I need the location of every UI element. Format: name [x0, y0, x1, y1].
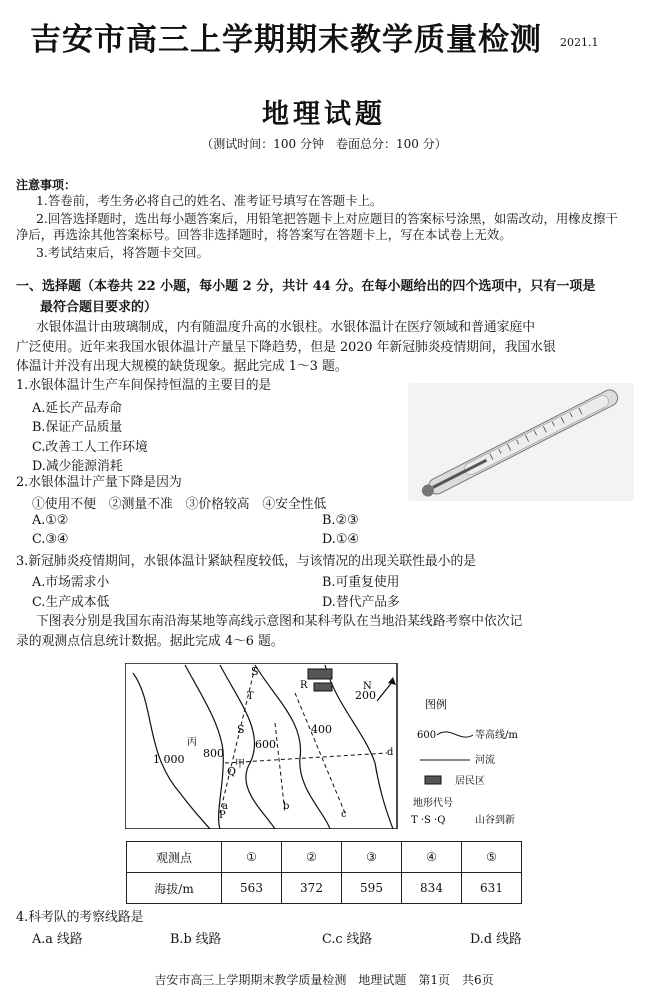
thermometer-photo	[408, 383, 634, 501]
observation-table	[126, 841, 522, 904]
table-cell: 631	[462, 873, 522, 904]
legend-river-text: 河流	[475, 755, 495, 766]
contour-label: 800	[203, 747, 224, 760]
legend-contour-value: 600	[417, 730, 437, 741]
legend-landform-text: 山谷到新	[475, 815, 515, 826]
table-row	[127, 842, 522, 873]
notice-item: 3.考试结束后，将答题卡交回。	[36, 245, 209, 260]
table-cell: ⑤	[462, 842, 522, 873]
option: A.市场需求小	[32, 575, 110, 590]
table-cell: ③	[342, 842, 402, 873]
option: B.保证产品质量	[32, 420, 123, 435]
point-label: S	[251, 665, 259, 678]
contour-label: 200	[355, 689, 376, 702]
passage-line: 体温计并没有出现大规模的缺货现象。据此完成 1～3 题。	[16, 359, 348, 374]
question-stem: 4.科考队的考察线路是	[16, 910, 144, 925]
option: B.②③	[322, 513, 359, 528]
legend-landform-symbols: T ·S ·Q	[411, 815, 446, 826]
option: A.①②	[32, 513, 69, 528]
exam-date: 2021.1	[560, 36, 599, 49]
point-label: Q	[227, 765, 237, 778]
option: D.①④	[322, 532, 359, 547]
point-label: T	[247, 691, 254, 702]
question-stem: 2.水银体温计产量下降是因为	[16, 475, 182, 490]
option: C.③④	[32, 532, 69, 547]
option: D.d 线路	[470, 932, 522, 947]
contour-label: 1 000	[153, 753, 185, 766]
table-cell: ④	[402, 842, 462, 873]
contour-map	[125, 663, 530, 829]
section-heading	[16, 276, 636, 318]
option: A.a 线路	[32, 932, 83, 947]
option: B.可重复使用	[322, 575, 400, 590]
question-stem: 3.新冠肺炎疫情期间，水银体温计紧缺程度较低，与该情况的出现关联性最小的是	[16, 554, 477, 569]
legend-landform-title: 地形代号	[413, 798, 453, 809]
notice-item: 2.回答选择题时，选出每小题答案后，用铅笔把答题卡上对应题目的答案标号涂黑，如需改动，用橡皮擦干	[36, 211, 618, 226]
passage-line: 水银体温计由玻璃制成，内有随温度升高的水银柱。水银体温计在医疗领域和普通家庭中	[36, 320, 536, 335]
section-line: 最符合题目要求的）	[40, 300, 158, 315]
contour-label: 600	[255, 738, 276, 751]
north-label: N	[363, 681, 372, 692]
table-header-cell: 海拔/m	[127, 873, 222, 904]
section-line: 一、选择题（本卷共 22 小题，每小题 2 分，共计 44 分。在每小题给出的四个选项中，只有一项是	[16, 279, 596, 294]
exam-title: 吉安市高三上学期期末教学质量检测	[30, 22, 542, 58]
point-label: 丙	[187, 737, 197, 748]
option: D.减少能源消耗	[32, 459, 123, 474]
passage-line: 广泛使用。近年来我国水银体温计产量呈下降趋势，但是 2020 年新冠肺炎疫情期间，我国水银	[16, 340, 556, 355]
option: C.c 线路	[322, 932, 373, 947]
passage-line: 下图表分别是我国东南沿海某地等高线示意图和某科考队在当地沿某线路考察中依次记	[36, 614, 523, 629]
option: A.延长产品寿命	[32, 401, 123, 416]
point-label: P	[219, 810, 226, 821]
time-info: （测试时间：100 分钟 卷面总分：100 分）	[201, 137, 447, 151]
route-label: b	[283, 801, 290, 812]
notice-item: 净后，再选涂其他答案标号。回答非选择题时，将答案写在答题卡上，写在本试卷上无效。	[16, 227, 512, 242]
table-cell: 563	[222, 873, 282, 904]
question-stem: 1.水银体温计生产车间保持恒温的主要目的是	[16, 378, 272, 393]
option: B.b 线路	[170, 932, 222, 947]
subject-title: 地理试题	[262, 99, 386, 130]
table-header-cell: 观测点	[127, 842, 222, 873]
page-footer: 吉安市高三上学期期末教学质量检测 地理试题 第1页 共6页	[154, 973, 494, 987]
route-label: c	[341, 809, 347, 820]
legend-title: 图例	[425, 698, 447, 711]
route-label: d	[387, 747, 394, 758]
table-cell: 595	[342, 873, 402, 904]
legend-contour-text: 等高线/m	[475, 730, 518, 741]
point-label: 甲	[235, 759, 245, 770]
table-cell: 834	[402, 873, 462, 904]
table-row	[127, 873, 522, 904]
route-label: a	[222, 801, 228, 812]
option: C.生产成本低	[32, 595, 110, 610]
notice-item: 1.答卷前，考生务必将自己的姓名、准考证号填写在答题卡上。	[36, 193, 383, 208]
choice-list: ①使用不便 ②测量不准 ③价格较高 ④安全性低	[32, 497, 327, 512]
point-label: R	[300, 680, 308, 691]
table-cell: ①	[222, 842, 282, 873]
point-label: S	[237, 723, 245, 736]
table-cell: ②	[282, 842, 342, 873]
option: D.替代产品多	[322, 595, 400, 610]
table-cell: 372	[282, 873, 342, 904]
passage-line: 录的观测点信息统计数据。据此完成 4～6 题。	[16, 634, 284, 649]
notice-heading: 注意事项：	[16, 178, 77, 192]
contour-label: 400	[311, 723, 332, 736]
legend-residential-text: 居民区	[455, 776, 485, 787]
option: C.改善工人工作环境	[32, 440, 148, 455]
